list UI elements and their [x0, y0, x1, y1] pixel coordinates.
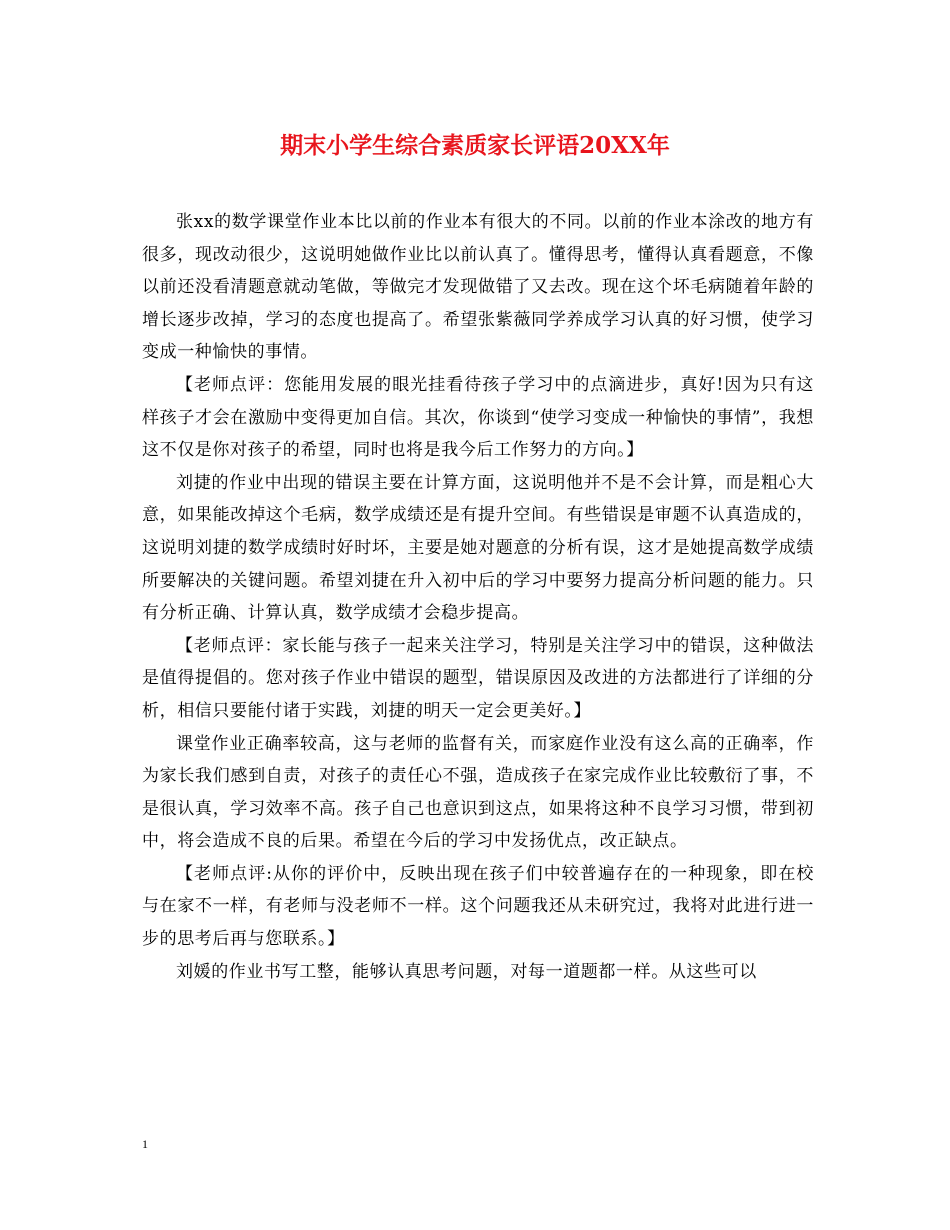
body-paragraph: 刘媛的作业书写工整，能够认真思考问题，对每一道题都一样。从这些可以 — [176, 961, 757, 982]
page-number: 1 — [142, 1137, 148, 1151]
teacher-comment-paragraph: 【老师点评:从你的评价中，反映出现在孩子们中较普遍存在的一种现象，即在校与在家不一样，有老师与没老师不一样。这个问题我还从未研究过，我将对此进行进一步的思考后再与您联系。】 — [142, 863, 814, 950]
document-body — [142, 206, 814, 988]
teacher-comment-paragraph: 【老师点评：您能用发展的眼光挂看待孩子学习中的点滴进步，真好!因为只有这样孩子才会在激励中变得更加自信。其次，你谈到“使学习变成一种愉快的事情”，我想这不仅是你对孩子的希望，同时也将是我今后工作努力的方向。】 — [142, 374, 814, 461]
body-paragraph: 课堂作业正确率较高，这与老师的监督有关，而家庭作业没有这么高的正确率，作为家长我们感到自责，对孩子的责任心不强，造成孩子在家完成作业比较敷衍了事，不是很认真，学习效率不高。孩子自己也意识到这点，如果将这种不良学习习惯，带到初中，将会造成不良的后果。希望在今后的学习中发扬优点，改正缺点。 — [142, 733, 814, 852]
body-paragraph: 刘捷的作业中出现的错误主要在计算方面，这说明他并不是不会计算，而是粗心大意，如果能改掉这个毛病，数学成绩还是有提升空间。有些错误是审题不认真造成的，这说明刘捷的数学成绩时好时坏，主要是她对题意的分析有误，这才是她提高数学成绩所要解决的关键问题。希望刘捷在升入初中后的学习中要努力提高分析问题的能力。只有分析正确、计算认真，数学成绩才会稳步提高。 — [142, 472, 814, 624]
body-paragraph: 张xx的数学课堂作业本比以前的作业本有很大的不同。以前的作业本涂改的地方有很多，现改动很少，这说明她做作业比以前认真了。懂得思考，懂得认真看题意，不像以前还没看清题意就动笔做，等做完才发现做错了又去改。现在这个坏毛病随着年龄的增长逐步改掉，学习的态度也提高了。希望张紫薇同学养成学习认真的好习惯，使学习变成一种愉快的事情。 — [142, 212, 814, 363]
document-title: 期末小学生综合素质家长评语20XX年 — [280, 132, 670, 159]
teacher-comment-paragraph: 【老师点评：家长能与孩子一起来关注学习，特别是关注学习中的错误，这种做法是值得提倡的。您对孩子作业中错误的题型，错误原因及改进的方法都进行了详细的分析，相信只要能付诸于实践，刘捷的明天一定会更美好。】 — [142, 635, 814, 721]
